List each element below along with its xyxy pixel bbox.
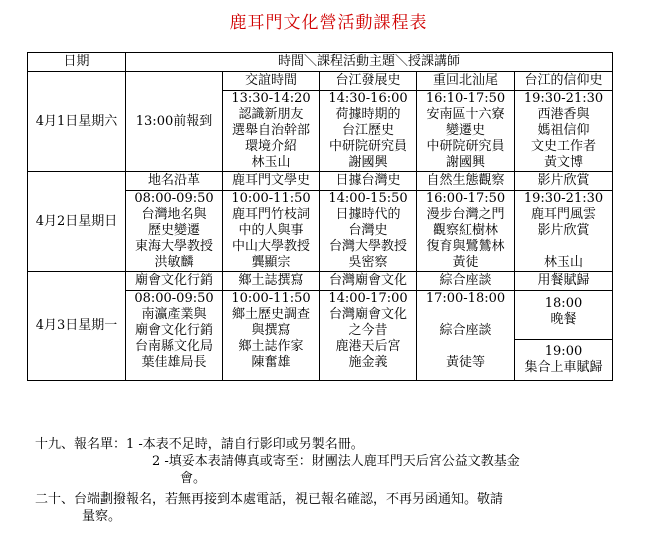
session-line: 台江歷史 — [341, 123, 394, 138]
day3-topic-2: 鄉土誌撰寫 — [223, 272, 320, 291]
content-header: 時間＼課程活動主題＼授課講師 — [126, 53, 613, 72]
session-line: 變遷史 — [445, 123, 485, 138]
table-header-row — [28, 53, 613, 72]
session-lecturer: 龔顯宗 — [251, 255, 291, 270]
session-lecturer: 謝國興 — [348, 155, 388, 170]
day2-topic-4: 自然生態觀察 — [417, 172, 515, 191]
note-line-1: 十九、報名單：1 -本表不足時，請自行影印或另製名冊。 — [35, 437, 364, 452]
session-line: 西港香與 — [537, 107, 590, 122]
day1-topic-2: 台江發展史 — [320, 72, 417, 91]
day3-topic-4: 綜合座談 — [417, 272, 515, 291]
session-line: 環境介紹 — [244, 139, 297, 154]
session-time: 08:00-09:50 — [134, 191, 214, 206]
day2-session-2 — [223, 191, 320, 272]
day1-arrival: 13:00前報到 — [126, 72, 223, 172]
session-line — [417, 307, 514, 323]
session-lecturer: 林玉山 — [251, 155, 291, 170]
session-time: 08:00-09:50 — [134, 291, 214, 306]
session-line: 台灣廟會文化 — [328, 307, 407, 322]
day3-topic-1: 廟會文化行銷 — [126, 272, 223, 291]
session-line: 觀察紅樹林 — [432, 223, 498, 238]
session-time: 19:30-21:30 — [523, 191, 604, 206]
session-line: 媽祖信仰 — [537, 123, 590, 138]
meal-label: 晚餐 — [550, 312, 577, 327]
note-line-5: 量察。 — [82, 509, 122, 524]
session-line: 鄉土誌作家 — [238, 339, 304, 354]
session-line: 影片欣賞 — [537, 223, 590, 238]
session-line: 文史工作者 — [530, 139, 596, 154]
day1-session-2 — [320, 91, 417, 172]
session-lecturer: 陳奮雄 — [251, 355, 291, 370]
notes — [35, 436, 635, 525]
session-line: 東海大學教授 — [134, 239, 213, 254]
session-lecturer: 黃徒 — [452, 255, 479, 270]
day3-session-2 — [223, 291, 320, 381]
depart-label: 集合上車賦歸 — [524, 360, 603, 375]
day2-topic-2: 鹿耳門文學史 — [223, 172, 320, 191]
day2-session-1 — [126, 191, 223, 272]
session-line: 台灣大學教授 — [328, 239, 407, 254]
session-lecturer: 吳密察 — [348, 255, 388, 270]
schedule-table — [27, 52, 613, 381]
session-line: 台灣史 — [348, 223, 388, 238]
day3-session-3 — [320, 291, 417, 381]
day1-topic-1: 交誼時間 — [223, 72, 320, 91]
session-line: 廟會文化行銷 — [134, 323, 213, 338]
day2-session-4 — [417, 191, 515, 272]
session-time: 10:00-11:50 — [231, 191, 311, 206]
day3-topic-5: 用餐賦歸 — [515, 272, 613, 291]
session-line: 鹿耳門竹枝詞 — [231, 207, 310, 222]
day1-session-4 — [515, 91, 613, 172]
session-lecturer: 黃文博 — [543, 155, 583, 170]
day2-session-3 — [320, 191, 417, 272]
session-lecturer: 黃徒等 — [445, 355, 485, 370]
session-line — [515, 239, 612, 255]
day3-topic-row — [28, 272, 613, 291]
date-header: 日期 — [28, 53, 126, 72]
day2-topic-5: 影片欣賞 — [515, 172, 613, 191]
day2-date: 4月2日星期日 — [28, 172, 126, 272]
day1-topic-row — [28, 72, 613, 91]
day2-session-5 — [515, 191, 613, 272]
note-line-2: 2 -填妥本表請傳真或寄至：財團法人鹿耳門天后宮公益文教基金 — [152, 454, 520, 469]
day2-topic-row — [28, 172, 613, 191]
session-line: 漫步台灣之門 — [426, 207, 505, 222]
session-lecturer: 洪敏麟 — [154, 255, 194, 270]
session-line: 安南區十六寮 — [426, 107, 505, 122]
session-line: 之今昔 — [348, 323, 388, 338]
day2-topic-1: 地名沿革 — [126, 172, 223, 191]
note-line-4: 二十、台端劃撥報名，若無再接到本處電話，視已報名確認，不再另函通知。敬請 — [35, 492, 504, 507]
day3-session-1 — [126, 291, 223, 381]
day1-topic-3: 重回北汕尾 — [417, 72, 515, 91]
session-line — [417, 339, 514, 355]
session-line: 中山大學教授 — [231, 239, 310, 254]
meal-time: 18:00 — [544, 296, 583, 311]
note-line-3: 會。 — [180, 471, 207, 486]
day1-session-3 — [417, 91, 515, 172]
day3-meal — [515, 291, 613, 340]
session-time: 14:00-15:50 — [328, 191, 408, 206]
session-time: 19:30-21:30 — [523, 91, 604, 106]
day3-depart — [515, 340, 613, 381]
depart-time: 19:00 — [544, 344, 583, 359]
session-line: 南瀛產業與 — [141, 307, 207, 322]
session-time: 14:00-17:00 — [328, 291, 408, 306]
session-line: 中研院研究員 — [426, 139, 505, 154]
day1-date: 4月1日星期六 — [28, 72, 126, 172]
page-title: 鹿耳門文化營活動課程表 — [229, 13, 428, 33]
session-lecturer: 林玉山 — [543, 255, 583, 270]
session-line: 中的人與事 — [238, 223, 304, 238]
session-line: 復育與鷺鷥林 — [426, 239, 505, 254]
session-line: 鄉土歷史調查 — [231, 307, 310, 322]
session-line: 選舉自治幹部 — [231, 123, 310, 138]
session-time: 14:30-16:00 — [328, 91, 408, 106]
session-line: 鹿港天后宮 — [335, 339, 401, 354]
session-time: 16:00-17:50 — [425, 191, 506, 206]
session-time: 13:30-14:20 — [231, 91, 311, 106]
session-line: 與撰寫 — [251, 323, 291, 338]
session-time: 10:00-11:50 — [231, 291, 311, 306]
session-line: 日據時代的 — [335, 207, 401, 222]
day3-topic-3: 台灣廟會文化 — [320, 272, 417, 291]
session-line: 認識新朋友 — [238, 107, 304, 122]
session-line: 台南縣文化局 — [134, 339, 213, 354]
session-line: 台灣地名與 — [141, 207, 207, 222]
day3-session-4 — [417, 291, 515, 381]
session-time: 17:00-18:00 — [425, 291, 506, 306]
day1-session-1 — [223, 91, 320, 172]
session-line: 荷據時期的 — [335, 107, 401, 122]
session-lecturer: 謝國興 — [445, 155, 485, 170]
session-line: 中研院研究員 — [328, 139, 407, 154]
day3-date: 4月3日星期一 — [28, 272, 126, 381]
session-lecturer: 施金義 — [348, 355, 388, 370]
day1-topic-4: 台江的信仰史 — [515, 72, 613, 91]
session-line: 綜合座談 — [439, 323, 492, 338]
session-time: 16:10-17:50 — [425, 91, 506, 106]
session-line: 歷史變遷 — [147, 223, 200, 238]
session-line: 鹿耳門風雲 — [530, 207, 596, 222]
session-lecturer: 葉佳雄局長 — [141, 355, 207, 370]
day2-topic-3: 日據台灣史 — [320, 172, 417, 191]
